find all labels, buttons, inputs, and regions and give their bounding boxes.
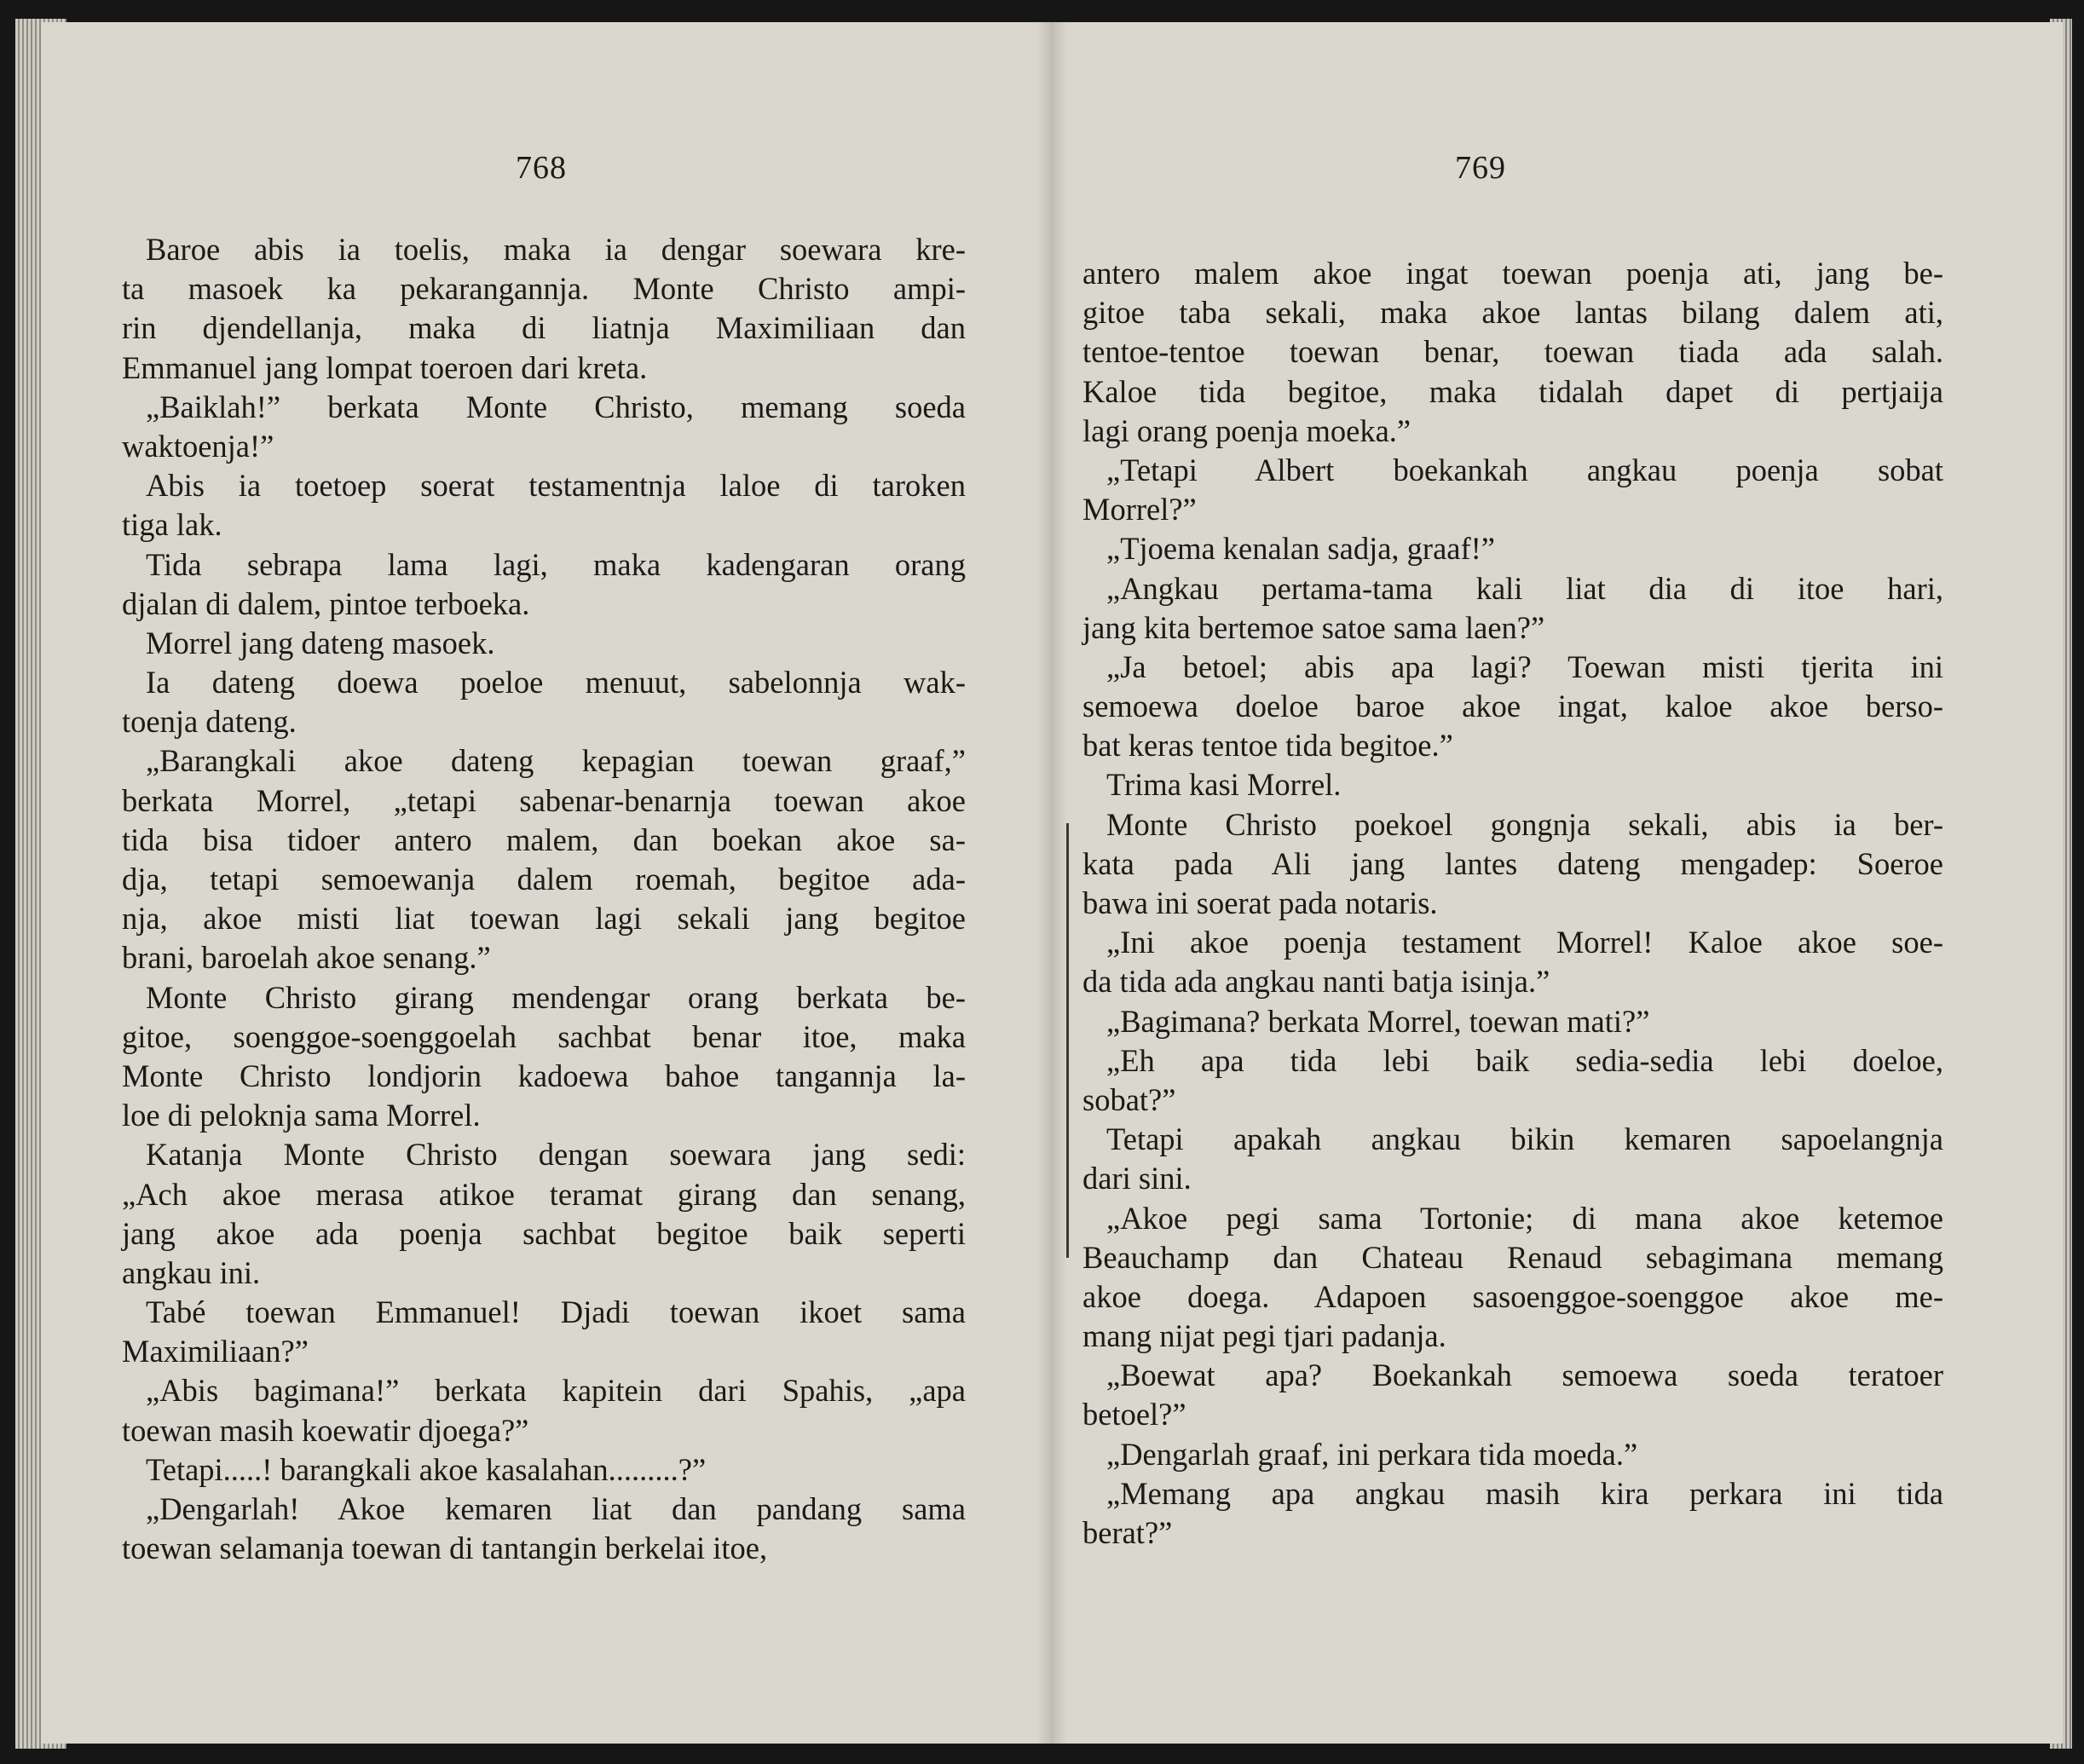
text-line: loe di peloknja sama Morrel.: [122, 1098, 481, 1133]
text-line: Tetapi.....! barangkali akoe kasalahan.........?”: [146, 1451, 707, 1487]
text-line: akoe doega. Adapoen sasoenggoe-soenggoe akoe me-: [1082, 1278, 1943, 1314]
text-line: waktoenja!”: [122, 428, 274, 464]
text-line: toenja dateng.: [122, 704, 297, 740]
text-line: Monte Christo londjorin kadoewa bahoe tangannja la-: [122, 1058, 966, 1093]
text-line: „Ja betoel; abis apa lagi? Toewan misti tjerita ini: [1106, 649, 1943, 684]
text-line: rin djendellanja, maka di liatnja Maximiliaan dan: [122, 310, 966, 346]
text-line: Beauchamp dan Chateau Renaud sebagimana memang: [1082, 1239, 1943, 1275]
text-line: tiga lak.: [122, 507, 222, 543]
text-line: mang nijat pegi tjari padanja.: [1082, 1318, 1446, 1354]
text-line: Morrel?”: [1082, 492, 1197, 527]
text-line: djalan di dalem, pintoe terboeka.: [122, 585, 530, 621]
text-line: „Tetapi Albert boekankah angkau poenja sobat: [1106, 452, 1943, 487]
text-line: Kaloe tida begitoe, maka tidalah dapet di pertjaija: [1082, 373, 1943, 409]
text-line: „Barangkali akoe dateng kepagian toewan graaf,”: [146, 743, 966, 779]
gutter-fold-line: [1066, 823, 1069, 1258]
text-line: Tida sebrapa lama lagi, maka kadengaran orang: [146, 546, 966, 582]
text-line: gitoe taba sekali, maka akoe lantas bilang dalem ati,: [1082, 295, 1943, 331]
text-line: tentoe-tentoe toewan benar, toewan tiada ada salah.: [1082, 334, 1943, 370]
text-line: „Abis bagimana!” berkata kapitein dari Spahis, „apa: [146, 1373, 966, 1409]
text-line: Tetapi apakah angkau bikin kemaren sapoelangnja: [1106, 1121, 1943, 1157]
text-line: gitoe, soenggoe-soenggoelah sachbat benar itoe, maka: [122, 1018, 966, 1054]
text-line: „Memang apa angkau masih kira perkara ini tida: [1106, 1475, 1943, 1511]
text-line: Baroe abis ia toelis, maka ia dengar soewara kre-: [146, 232, 966, 267]
text-line: Maximiliaan?”: [122, 1334, 309, 1369]
left-page-text: [122, 230, 966, 1568]
text-line: angkau ini.: [122, 1254, 261, 1290]
page-number-right: 769: [1455, 150, 1506, 186]
text-line: „Ach akoe merasa atikoe teramat girang dan senang,: [122, 1176, 966, 1212]
text-line: antero malem akoe ingat toewan poenja ati, jang be-: [1082, 256, 1943, 291]
text-line: bat keras tentoe tida begitoe.”: [1082, 728, 1453, 764]
text-line: „Baiklah!” berkata Monte Christo, memang soeda: [146, 389, 966, 424]
text-line: „Tjoema kenalan sadja, graaf!”: [1106, 531, 1495, 567]
text-line: „Ini akoe poenja testament Morrel! Kaloe akoe soe-: [1106, 925, 1943, 960]
text-line: kata pada Ali jang lantes dateng mengadep: Soeroe: [1082, 845, 1943, 881]
text-line: toewan masih koewatir djoega?”: [122, 1412, 529, 1448]
text-line: Abis ia toetoep soerat testamentnja laloe di taroken: [146, 468, 966, 504]
right-page-text: [1082, 254, 1943, 1553]
text-line: sobat?”: [1082, 1081, 1176, 1117]
text-line: Trima kasi Morrel.: [1106, 767, 1342, 803]
text-line: berat?”: [1082, 1515, 1173, 1550]
text-line: tida bisa tidoer antero malem, dan boekan akoe sa-: [122, 821, 966, 857]
text-line: bawa ini soerat pada notaris.: [1082, 885, 1438, 920]
text-line: Monte Christo poekoel gongnja sekali, abis ia ber-: [1106, 806, 1943, 842]
text-line: jang kita bertemoe satoe sama laen?”: [1082, 609, 1545, 645]
text-line: „Dengarlah! Akoe kemaren liat dan pandang sama: [146, 1491, 966, 1526]
text-line: berkata Morrel, „tetapi sabenar-benarnja toewan akoe: [122, 782, 966, 818]
text-line: „Eh apa tida lebi baik sedia-sedia lebi doeloe,: [1106, 1042, 1943, 1078]
text-line: nja, akoe misti liat toewan lagi sekali jang begitoe: [122, 901, 966, 937]
text-line: „Angkau pertama-tama kali liat dia di itoe hari,: [1106, 570, 1943, 606]
text-line: Morrel jang dateng masoek.: [146, 625, 495, 660]
text-line: „Dengarlah graaf, ini perkara tida moeda.”: [1106, 1436, 1638, 1472]
text-line: toewan selamanja toewan di tantangin berkelai itoe,: [122, 1531, 768, 1566]
text-line: „Bagimana? berkata Morrel, toewan mati?”: [1106, 1003, 1650, 1039]
text-line: lagi orang poenja moeka.”: [1082, 412, 1411, 448]
text-line: semoewa doeloe baroe akoe ingat, kaloe akoe berso-: [1082, 689, 1943, 724]
text-line: betoel?”: [1082, 1397, 1186, 1433]
text-line: ta masoek ka pekarangannja. Monte Christo ampi-: [122, 271, 966, 307]
book-gutter: [1036, 22, 1067, 1744]
text-line: Monte Christo girang mendengar orang berkata be-: [146, 979, 966, 1015]
text-line: Katanja Monte Christo dengan soewara jang sedi:: [146, 1137, 966, 1173]
text-line: dari sini.: [1082, 1161, 1192, 1196]
text-line: da tida ada angkau nanti batja isinja.”: [1082, 964, 1550, 1000]
text-line: jang akoe ada poenja sachbat begitoe baik seperti: [122, 1215, 966, 1251]
text-line: dja, tetapi semoewanja dalem roemah, begitoe ada-: [122, 862, 966, 896]
text-line: „Akoe pegi sama Tortonie; di mana akoe ketemoe: [1106, 1200, 1943, 1236]
text-line: Ia dateng doewa poeloe menuut, sabelonnja wak-: [146, 665, 966, 700]
text-line: „Boewat apa? Boekankah semoewa soeda teratoer: [1106, 1358, 1943, 1393]
text-line: Tabé toewan Emmanuel! Djadi toewan ikoet sama: [146, 1294, 966, 1330]
page-number-left: 768: [516, 150, 567, 186]
text-line: Emmanuel jang lompat toeroen dari kreta.: [122, 349, 648, 385]
text-line: brani, baroelah akoe senang.”: [122, 940, 491, 976]
